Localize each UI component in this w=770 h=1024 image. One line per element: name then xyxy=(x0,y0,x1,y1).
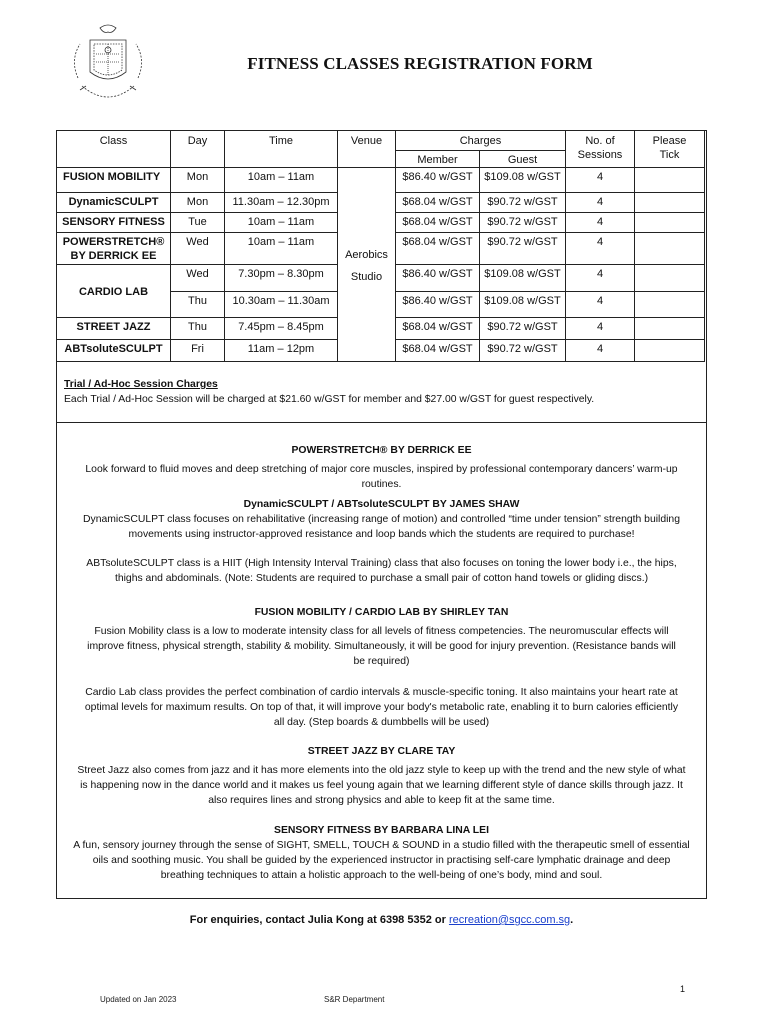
day-cell: Thu xyxy=(171,318,225,340)
cardio-text: all day. (Step boards & dumbbells will be used) xyxy=(273,717,490,728)
sculpt-heading: DynamicSCULPT / ABTsoluteSCULPT BY JAMES SHAW xyxy=(243,499,520,510)
fusion-text: Fusion Mobility class is a low to moderate intensity class for all levels of fitness competencies. The neuromuscular effects will xyxy=(94,626,669,637)
form-title: FITNESS CLASSES REGISTRATION FORM xyxy=(247,54,593,73)
time-cell: 10.30am – 11.30am xyxy=(225,292,338,318)
tick-box[interactable] xyxy=(635,318,705,340)
member-charge: $68.04 w/GST xyxy=(396,340,480,362)
guest-charge: $90.72 w/GST xyxy=(480,318,566,340)
class-name: ABTsoluteSCULPT xyxy=(57,340,171,362)
header-tick: Please Tick xyxy=(635,131,705,168)
class-name: SENSORY FITNESS xyxy=(57,213,171,233)
sessions-cell: 4 xyxy=(566,265,635,292)
powerstretch-text: Look forward to fluid moves and deep stretching of major core muscles, inspired by professional contemporary dancers’ warm-up xyxy=(85,464,678,475)
day-cell: Wed xyxy=(171,265,225,292)
enquiry-period: . xyxy=(570,914,574,926)
day-cell: Tue xyxy=(171,213,225,233)
sensory-section xyxy=(57,823,706,883)
time-cell: 11am – 12pm xyxy=(225,340,338,362)
trial-text: Each Trial / Ad-Hoc Session will be charged at $21.60 w/GST for member and $27.00 w/GST for guest respectively. xyxy=(64,394,595,405)
tick-box[interactable] xyxy=(635,340,705,362)
time-cell: 11.30am – 12.30pm xyxy=(225,193,338,213)
guest-charge: $90.72 w/GST xyxy=(480,213,566,233)
sessions-cell: 4 xyxy=(566,292,635,318)
schedule-table xyxy=(56,130,705,362)
header-time: Time xyxy=(225,131,338,168)
page-number: 1 xyxy=(680,984,686,994)
guest-charge: $109.08 w/GST xyxy=(480,168,566,193)
jazz-text: also requires lines and strong physics and able to keep fit at the same time. xyxy=(208,795,555,806)
updated-date: Updated on Jan 2023 xyxy=(100,995,177,1004)
sensory-text: A fun, sensory journey through the sense of SIGHT, SMELL, TOUCH & SOUND in a studio filled with the therapeutic smell of essential xyxy=(73,840,690,851)
sensory-text: breathing techniques to attain a holistic approach to the well-being of one’s body, mind and soul. xyxy=(160,870,603,881)
jazz-text: is happening now in the dance world and it makes us feel young again that we learning different style of dance skills through jazz. It xyxy=(80,780,683,791)
tick-box[interactable] xyxy=(635,168,705,193)
header-guest: Guest xyxy=(480,151,566,168)
tick-box[interactable] xyxy=(635,265,705,292)
guest-charge: $90.72 w/GST xyxy=(480,233,566,265)
class-name: FUSION MOBILITY xyxy=(57,168,171,193)
sensory-heading: SENSORY FITNESS BY BARBARA LINA LEI xyxy=(274,825,489,836)
tick-box[interactable] xyxy=(635,213,705,233)
fusion-heading: FUSION MOBILITY / CARDIO LAB BY SHIRLEY TAN xyxy=(254,607,509,618)
time-cell: 7.45pm – 8.45pm xyxy=(225,318,338,340)
enquiry-line xyxy=(56,914,707,926)
member-charge: $86.40 w/GST xyxy=(396,265,480,292)
powerstretch-text: routines. xyxy=(361,479,402,490)
header-member: Member xyxy=(396,151,480,168)
member-charge: $68.04 w/GST xyxy=(396,318,480,340)
member-charge: $68.04 w/GST xyxy=(396,213,480,233)
day-cell: Mon xyxy=(171,168,225,193)
sculpt-section xyxy=(57,497,706,542)
jazz-heading: STREET JAZZ BY CLARE TAY xyxy=(307,746,456,757)
guest-charge: $90.72 w/GST xyxy=(480,193,566,213)
sessions-cell: 4 xyxy=(566,233,635,265)
guest-charge: $109.08 w/GST xyxy=(480,292,566,318)
fusion-section xyxy=(57,605,706,669)
header-class: Class xyxy=(57,131,171,168)
dynamic-text: DynamicSCULPT class focuses on rehabilitative (increasing range of motion) and controlled “time under tension” strength building xyxy=(83,514,680,525)
cardio-section xyxy=(57,685,706,730)
class-name: POWERSTRETCH® BY DERRICK EE xyxy=(57,233,171,265)
tick-box[interactable] xyxy=(635,193,705,213)
day-cell: Mon xyxy=(171,193,225,213)
fusion-text: improve fitness, physical strength, stability & mobility. Simultaneously, it will be good for injury prevention. (Resistance bands will xyxy=(87,641,676,652)
trial-section xyxy=(64,377,704,407)
abt-section xyxy=(57,556,706,586)
email-link[interactable]: recreation@sgcc.com.sg xyxy=(448,914,571,926)
sessions-cell: 4 xyxy=(566,340,635,362)
member-charge: $86.40 w/GST xyxy=(396,168,480,193)
form-frame xyxy=(56,130,707,899)
jazz-text: Street Jazz also comes from jazz and it has more elements into the old jazz style to keep up with the trend and the new style of what xyxy=(77,765,686,776)
trial-heading: Trial / Ad-Hoc Session Charges xyxy=(64,379,218,390)
class-name: STREET JAZZ xyxy=(57,318,171,340)
member-charge: $68.04 w/GST xyxy=(396,233,480,265)
cardio-text: Cardio Lab class provides the perfect combination of cardio intervals & muscle-specific toning. It also maintains your heart rate at xyxy=(85,687,678,698)
sessions-cell: 4 xyxy=(566,213,635,233)
header-venue: Venue xyxy=(338,131,396,168)
tick-box[interactable] xyxy=(635,233,705,265)
header-day: Day xyxy=(171,131,225,168)
club-logo xyxy=(60,20,156,112)
day-cell: Thu xyxy=(171,292,225,318)
powerstretch-section xyxy=(57,443,706,492)
day-cell: Wed xyxy=(171,233,225,265)
sensory-text: oils and soothing music. You shall be guided by the experienced instructor in practising self-care lymphatic drainage and deep xyxy=(92,855,671,866)
venue-cell: Aerobics Studio xyxy=(338,168,396,362)
sessions-cell: 4 xyxy=(566,318,635,340)
enquiry-text: For enquiries, contact Julia Kong at 6398 5352 or xyxy=(189,914,446,926)
department-label: S&R Department xyxy=(324,995,385,1004)
class-name: DynamicSCULPT xyxy=(57,193,171,213)
fusion-text: be required) xyxy=(353,656,410,667)
day-cell: Fri xyxy=(171,340,225,362)
sessions-cell: 4 xyxy=(566,193,635,213)
class-name: CARDIO LAB xyxy=(57,265,171,318)
powerstretch-heading: POWERSTRETCH® BY DERRICK EE xyxy=(291,445,472,456)
time-cell: 10am – 11am xyxy=(225,233,338,265)
time-cell: 10am – 11am xyxy=(225,213,338,233)
member-charge: $68.04 w/GST xyxy=(396,193,480,213)
cardio-text: optimal levels for maximum results. On top of that, it will improve your body's metabolic rate, enabling it to burn calories efficiently xyxy=(84,702,679,713)
abt-text: thighs and abdominals. (Note: Students are required to purchase a small pair of cotton hand towels or gliding discs.) xyxy=(114,573,649,584)
header-sessions: No. of Sessions xyxy=(566,131,635,168)
sessions-cell: 4 xyxy=(566,168,635,193)
header-charges: Charges xyxy=(396,131,566,151)
tick-box[interactable] xyxy=(635,292,705,318)
section-divider xyxy=(57,422,706,423)
guest-charge: $90.72 w/GST xyxy=(480,340,566,362)
jazz-section xyxy=(57,744,706,808)
table-row xyxy=(57,168,705,193)
dynamic-text: movements using instructor-approved resistance and loop bands which the students are required to purchase! xyxy=(128,529,635,540)
abt-text: ABTsoluteSCULPT class is a HIIT (High Intensity Interval Training) class that also focuses on toning the lower body i.e., the hips, xyxy=(86,558,677,569)
time-cell: 7.30pm – 8.30pm xyxy=(225,265,338,292)
time-cell: 10am – 11am xyxy=(225,168,338,193)
member-charge: $86.40 w/GST xyxy=(396,292,480,318)
guest-charge: $109.08 w/GST xyxy=(480,265,566,292)
